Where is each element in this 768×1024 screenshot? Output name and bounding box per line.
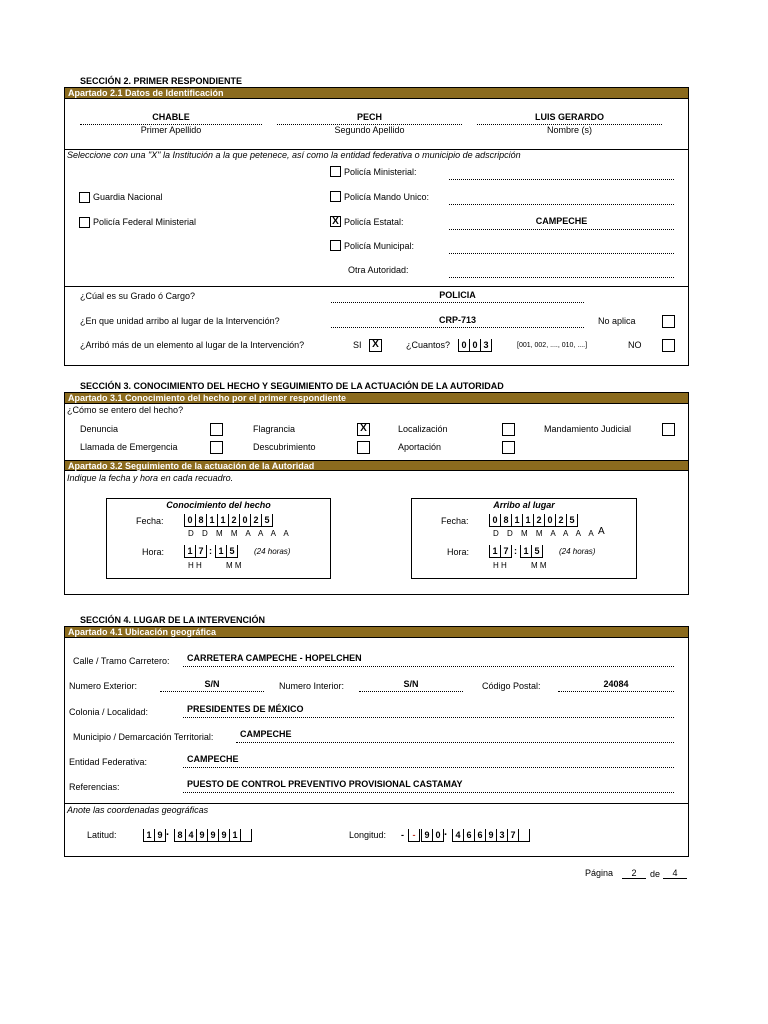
- section-2-box: [64, 87, 689, 366]
- hora-arribo-input[interactable]: [489, 545, 512, 558]
- segundo-apellido-value[interactable]: PECH: [356, 112, 382, 122]
- flagrancia-checkbox[interactable]: X: [357, 423, 370, 436]
- digit: 9: [486, 829, 497, 841]
- int-label: Numero Interior:: [279, 681, 345, 691]
- longitud-decimal-input[interactable]: [452, 829, 530, 842]
- unidad-value[interactable]: CRP-713: [438, 315, 476, 325]
- fecha-hint: D D M M A A A A: [188, 529, 292, 538]
- federal-ministerial-checkbox[interactable]: [79, 217, 90, 228]
- latitud-decimal-input[interactable]: [174, 829, 252, 842]
- guardia-nacional-checkbox[interactable]: [79, 192, 90, 203]
- digit: 0: [433, 829, 444, 841]
- llamada-checkbox[interactable]: [210, 441, 223, 454]
- fecha-label: Fecha:: [441, 516, 469, 526]
- digit: 7: [196, 545, 207, 557]
- section-4-title: SECCIÓN 4. LUGAR DE LA INTERVENCIÓN: [80, 615, 266, 625]
- descubrimiento-label: Descubrimiento: [253, 442, 316, 452]
- page-number: 2: [622, 868, 646, 879]
- arribo-title: Arribo al lugar: [493, 500, 555, 510]
- digit: 0: [459, 339, 470, 351]
- si-label: SI: [353, 340, 362, 350]
- localizacion-checkbox[interactable]: [502, 423, 515, 436]
- digit: 6: [464, 829, 475, 841]
- divider: [65, 286, 688, 287]
- pagina-label: Página: [585, 868, 614, 878]
- estatal-checkbox[interactable]: X: [330, 216, 341, 227]
- digit: 9: [208, 829, 219, 841]
- grado-question: ¿Cúal es su Grado ó Cargo?: [80, 291, 196, 301]
- arribo-panel: [411, 498, 637, 579]
- entidad-label: Entidad Federativa:: [69, 757, 148, 767]
- municipal-label: Policía Municipal:: [344, 241, 415, 251]
- municipio-label: Municipio / Demarcación Territorial:: [73, 732, 214, 742]
- fecha-hint-extra: A: [598, 526, 605, 537]
- digit: 1: [523, 514, 534, 526]
- nombre-label: Nombre (s): [546, 125, 592, 135]
- denuncia-checkbox[interactable]: [210, 423, 223, 436]
- denuncia-label: Denuncia: [80, 424, 119, 434]
- digit: 8: [196, 514, 207, 526]
- digit: 0: [470, 339, 481, 351]
- cp-label: Código Postal:: [482, 681, 541, 691]
- localizacion-label: Localización: [398, 424, 448, 434]
- digit: 7: [508, 829, 519, 841]
- mando-unico-checkbox[interactable]: [330, 191, 341, 202]
- como-question: ¿Cómo se entero del hecho?: [67, 405, 184, 415]
- apartado-4-1-header: Apartado 4.1 Ubicación geográfica: [65, 627, 688, 638]
- municipio-value[interactable]: CAMPECHE: [240, 729, 292, 739]
- indique-text: Indique la fecha y hora en cada recuadro.: [67, 473, 234, 483]
- divider: [65, 803, 688, 804]
- apartado-3-1-header: Apartado 3.1 Conocimiento del hecho por el primer respondiente: [65, 393, 688, 404]
- ministerial-line[interactable]: [449, 179, 674, 180]
- no-label: NO: [628, 340, 642, 350]
- section-2-title: SECCIÓN 2. PRIMER RESPONDIENTE: [80, 76, 243, 86]
- aportacion-label: Aportación: [398, 442, 442, 452]
- cp-line: [558, 691, 674, 692]
- digit: 0: [545, 514, 556, 526]
- digit: 5: [532, 545, 543, 557]
- fecha-label: Fecha:: [136, 516, 164, 526]
- ext-value[interactable]: S/N: [204, 679, 220, 689]
- digit: 1: [230, 829, 241, 841]
- coordenadas-text: Anote las coordenadas geográficas: [67, 805, 209, 815]
- mm-hint: M M: [531, 561, 547, 570]
- colonia-value[interactable]: PRESIDENTES DE MÉXICO: [187, 704, 304, 714]
- horas24-hint: (24 horas): [559, 547, 596, 556]
- digit: 8: [175, 829, 186, 841]
- calle-value[interactable]: CARRETERA CAMPECHE - HOPELCHEN: [187, 653, 362, 663]
- referencias-value[interactable]: PUESTO DE CONTROL PREVENTIVO PROVISIONAL CASTAMAY: [187, 779, 463, 789]
- decimal-point: ·: [166, 829, 170, 841]
- hora-label: Hora:: [447, 547, 470, 557]
- instruccion-text: Seleccione con una "X" la Institución a la que petenece, así como la entidad federativa o municipio de adscripción: [67, 150, 521, 160]
- digit: 9: [155, 829, 166, 841]
- hh-hint: H H: [493, 561, 507, 570]
- minutos-conocimiento-input[interactable]: [215, 545, 238, 558]
- digit: 1: [185, 545, 196, 557]
- hora-label: Hora:: [142, 547, 165, 557]
- no-aplica-checkbox[interactable]: [662, 315, 675, 328]
- section-3-title: SECCIÓN 3. CONOCIMIENTO DEL HECHO Y SEGUIMIENTO DE LA ACTUACIÓN DE LA AUTORIDAD: [80, 381, 504, 391]
- digit: 2: [556, 514, 567, 526]
- apartado-2-1-header: Apartado 2.1 Datos de Identificación: [65, 88, 688, 99]
- int-line: [359, 691, 463, 692]
- colonia-label: Colonia / Localidad:: [69, 707, 149, 717]
- digit: 9: [197, 829, 208, 841]
- mandamiento-checkbox[interactable]: [662, 423, 675, 436]
- digit: 7: [501, 545, 512, 557]
- flagrancia-label: Flagrancia: [253, 424, 296, 434]
- digit: 4: [186, 829, 197, 841]
- digit: 1: [216, 545, 227, 557]
- de-label: de: [650, 869, 661, 879]
- longitud-entero-input[interactable]: [421, 829, 444, 842]
- section-3-box: [64, 392, 689, 595]
- no-aplica-label: No aplica: [598, 316, 636, 326]
- descubrimiento-checkbox[interactable]: [357, 441, 370, 454]
- cuantos-input[interactable]: [458, 339, 492, 352]
- apartado-3-2-header: Apartado 3.2 Seguimiento de la actuación de la Autoridad: [65, 460, 688, 471]
- primer-apellido-value[interactable]: CHABLE: [152, 112, 190, 122]
- digit: [241, 829, 252, 841]
- cp-value[interactable]: 24084: [603, 679, 629, 689]
- grado-value[interactable]: POLICIA: [439, 290, 476, 300]
- hh-hint: H H: [188, 561, 202, 570]
- estatal-line: [449, 229, 674, 230]
- digit: 5: [567, 514, 578, 526]
- longitud-sign-dash: -: [401, 830, 404, 840]
- federal-ministerial-label: Policía Federal Ministerial: [93, 217, 197, 227]
- mando-unico-label: Policía Mando Unico:: [344, 192, 430, 202]
- latitud-label: Latitud:: [87, 830, 117, 840]
- digit: 1: [144, 829, 155, 841]
- calle-line: [183, 666, 674, 667]
- digit: 2: [251, 514, 262, 526]
- digit: 1: [512, 514, 523, 526]
- digit: 5: [262, 514, 273, 526]
- referencias-line: [183, 792, 674, 793]
- segundo-apellido-label: Segundo Apellido: [334, 125, 405, 135]
- cuantos-hint: [001, 002, ...., 010, ....]: [517, 342, 588, 349]
- digit: -: [409, 829, 420, 841]
- entidad-value[interactable]: CAMPECHE: [187, 754, 239, 764]
- entidad-line: [183, 767, 674, 768]
- estatal-label: Policía Estatal:: [344, 217, 404, 227]
- fecha-arribo-input[interactable]: [489, 514, 578, 527]
- nombre-value[interactable]: LUIS GERARDO: [534, 112, 604, 122]
- municipal-line[interactable]: [449, 253, 674, 254]
- decimal-point: ·: [444, 829, 448, 841]
- conocimiento-title: Conocimiento del hecho: [166, 500, 271, 510]
- digit: 1: [207, 514, 218, 526]
- llamada-label: Llamada de Emergencia: [80, 442, 178, 452]
- digit: 0: [490, 514, 501, 526]
- int-value[interactable]: S/N: [403, 679, 419, 689]
- section-4-box: [64, 626, 689, 857]
- hora-conocimiento-input[interactable]: [184, 545, 207, 558]
- digit: 2: [534, 514, 545, 526]
- ext-label: Numero Exterior:: [69, 681, 138, 691]
- unidad-line: [331, 327, 584, 328]
- digit: 8: [501, 514, 512, 526]
- guardia-nacional-label: Guardia Nacional: [93, 192, 163, 202]
- colonia-line: [183, 717, 674, 718]
- fecha-conocimiento-input[interactable]: [184, 514, 273, 527]
- conocimiento-panel: [106, 498, 331, 579]
- no-checkbox[interactable]: [662, 339, 675, 352]
- grado-line: [331, 302, 584, 303]
- digit: 3: [481, 339, 492, 351]
- calle-label: Calle / Tramo Carretero:: [73, 656, 170, 666]
- estatal-value[interactable]: CAMPECHE: [535, 216, 588, 226]
- latitud-entero-input[interactable]: [143, 829, 166, 842]
- horas24-hint: (24 horas): [254, 547, 291, 556]
- digit: 1: [490, 545, 501, 557]
- municipal-checkbox[interactable]: [330, 240, 341, 251]
- digit: 3: [497, 829, 508, 841]
- page-total: 4: [663, 868, 687, 879]
- referencias-label: Referencias:: [69, 782, 120, 792]
- digit: 9: [422, 829, 433, 841]
- minutos-arribo-input[interactable]: [520, 545, 543, 558]
- digit: 2: [229, 514, 240, 526]
- municipio-line: [236, 742, 674, 743]
- digit: [519, 829, 530, 841]
- digit: 1: [521, 545, 532, 557]
- digit: 9: [219, 829, 230, 841]
- ext-line: [160, 691, 264, 692]
- unidad-question: ¿En que unidad arribo al lugar de la Intervención?: [80, 316, 280, 326]
- digit: 0: [240, 514, 251, 526]
- time-colon: :: [209, 546, 212, 556]
- longitud-label: Longitud:: [349, 830, 387, 840]
- digit: 1: [218, 514, 229, 526]
- otra-autoridad-label: Otra Autoridad:: [348, 265, 409, 275]
- ministerial-checkbox[interactable]: [330, 166, 341, 177]
- aportacion-checkbox[interactable]: [502, 441, 515, 454]
- digit: 4: [453, 829, 464, 841]
- si-checkbox[interactable]: X: [369, 339, 382, 352]
- arribo-question: ¿Arribó más de un elemento al lugar de la Intervención?: [80, 340, 305, 350]
- digit: 0: [185, 514, 196, 526]
- mm-hint: M M: [226, 561, 242, 570]
- mandamiento-label: Mandamiento Judicial: [544, 424, 632, 434]
- longitud-sign-input[interactable]: [408, 829, 420, 842]
- time-colon: :: [514, 546, 517, 556]
- fecha-hint: D D M M A A A A: [493, 529, 597, 538]
- digit: 6: [475, 829, 486, 841]
- ministerial-label: Policía Ministerial:: [344, 167, 417, 177]
- cuantos-label: ¿Cuantos?: [406, 340, 451, 350]
- digit: 5: [227, 545, 238, 557]
- otra-autoridad-line[interactable]: [449, 277, 674, 278]
- primer-apellido-label: Primer Apellido: [140, 125, 202, 135]
- mando-unico-line[interactable]: [449, 204, 674, 205]
